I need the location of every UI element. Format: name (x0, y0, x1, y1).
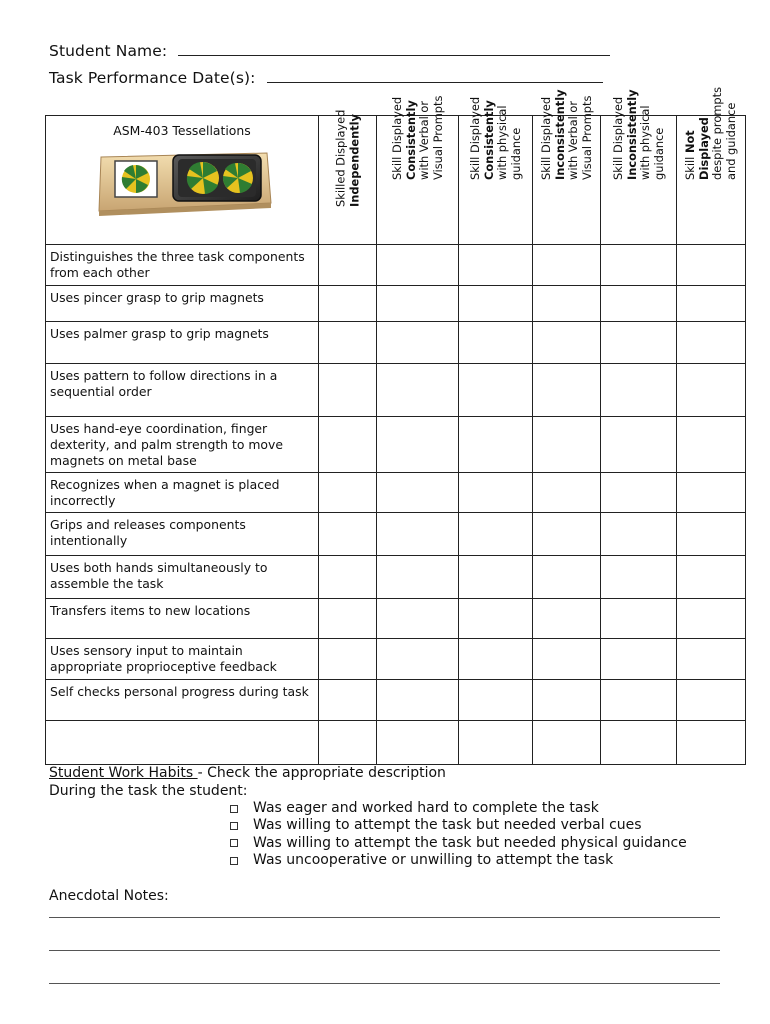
rating-cell[interactable] (459, 286, 533, 322)
col-consistently-verbal-line3: with Verbal or (416, 100, 431, 180)
rating-cell[interactable] (533, 513, 601, 556)
col-inconsistently-verbal-line4: Visual Prompts (579, 95, 593, 180)
checkbox[interactable] (230, 822, 238, 830)
col-inconsistently-physical (601, 89, 677, 245)
rating-cell[interactable] (601, 680, 677, 721)
rating-cell[interactable] (533, 322, 601, 364)
task-description: Distinguishes the three task components from each other (46, 245, 319, 286)
header-row (46, 116, 746, 245)
table-row (46, 286, 746, 322)
habit-option-label: Was willing to attempt the task but needed physical guidance (253, 834, 687, 851)
rating-cell[interactable] (459, 721, 533, 765)
work-habits-title: Student Work Habits (49, 765, 198, 781)
col-consistently-physical (459, 96, 533, 245)
rating-cell[interactable] (377, 680, 459, 721)
rating-cell[interactable] (319, 322, 377, 364)
rating-cell[interactable] (319, 417, 377, 473)
task-description: Uses hand-eye coordination, finger dexterity, and palm strength to move magnets on metal base (46, 417, 319, 473)
work-habits-instruction: - Check the appropriate description (197, 765, 446, 781)
rating-cell[interactable] (319, 556, 377, 599)
habit-option[interactable] (230, 800, 687, 817)
task-description: Recognizes when a magnet is placed incorrectly (46, 473, 319, 513)
rating-cell[interactable] (459, 639, 533, 680)
rating-cell[interactable] (601, 513, 677, 556)
rating-cell[interactable] (459, 513, 533, 556)
task-description: Self checks personal progress during task (46, 680, 319, 721)
rating-cell[interactable] (533, 245, 601, 286)
rating-cell[interactable] (533, 473, 601, 513)
rating-cell[interactable] (459, 599, 533, 639)
col-not-displayed (677, 86, 746, 245)
table-row (46, 599, 746, 639)
rating-cell[interactable] (677, 286, 746, 322)
col-inconsistently-physical-bold: Inconsistently (624, 89, 638, 180)
rating-cell[interactable] (377, 721, 459, 765)
rating-cell[interactable] (677, 556, 746, 599)
table-row (46, 513, 746, 556)
rating-cell[interactable] (677, 364, 746, 417)
student-name-field[interactable] (178, 54, 610, 56)
rating-cell[interactable] (377, 513, 459, 556)
anecdotal-notes-label: Anecdotal Notes: (49, 888, 169, 904)
task-description: Transfers items to new locations (46, 599, 319, 639)
col-not-displayed-not: Not (683, 130, 697, 154)
rating-cell[interactable] (601, 322, 677, 364)
col-inconsistently-physical-line3: with physical (637, 105, 652, 180)
task-description: Uses sensory input to maintain appropriate proprioceptive feedback (46, 639, 319, 680)
rating-cell[interactable] (677, 513, 746, 556)
col-consistently-verbal-bold: Consistently (403, 100, 417, 180)
rating-cell[interactable] (377, 599, 459, 639)
product-title: ASM-403 Tessellations (113, 123, 251, 138)
col-not-displayed-line3: despite prompts (710, 86, 724, 180)
rating-cell[interactable] (319, 721, 377, 765)
student-name-row (49, 42, 610, 60)
task-description: Uses pincer grasp to grip magnets (46, 286, 319, 322)
rating-cell[interactable] (319, 364, 377, 417)
table-row (46, 364, 746, 417)
rating-cell[interactable] (377, 286, 459, 322)
habit-option[interactable] (230, 835, 687, 852)
rating-cell[interactable] (377, 322, 459, 364)
rating-cell[interactable] (459, 245, 533, 286)
rating-cell[interactable] (677, 322, 746, 364)
task-description: Uses both hands simultaneously to assemble the task (46, 556, 319, 599)
rating-cell[interactable] (533, 639, 601, 680)
rating-cell[interactable] (601, 473, 677, 513)
col-inconsistently-verbal-line3: with Verbal or (565, 100, 580, 180)
rating-cell[interactable] (533, 599, 601, 639)
task-description: Uses pattern to follow directions in a sequential order (46, 364, 319, 417)
rating-cell[interactable] (319, 245, 377, 286)
table-row (46, 680, 746, 721)
col-not-displayed-bold: Displayed (696, 117, 711, 180)
notes-line[interactable] (49, 917, 720, 918)
rating-cell[interactable] (677, 417, 746, 473)
col-not-displayed-line1: Skill (683, 156, 697, 180)
rating-cell[interactable] (377, 417, 459, 473)
table-row (46, 322, 746, 364)
task-dates-label: Task Performance Date(s): (49, 69, 256, 87)
work-habits-intro: During the task the student: (49, 782, 248, 799)
task-dates-row (49, 69, 603, 87)
col-consistently-physical-line1: Skill Displayed (467, 96, 482, 180)
table-row (46, 639, 746, 680)
rating-cell[interactable] (377, 556, 459, 599)
student-name-label: Student Name: (49, 42, 168, 60)
col-consistently-verbal-line4: Visual Prompts (430, 95, 444, 180)
rating-cell[interactable] (677, 599, 746, 639)
task-description: Uses palmer grasp to grip magnets (46, 322, 319, 364)
col-not-displayed-line4: and guidance (723, 102, 738, 180)
col-inconsistently-verbal-bold: Inconsistently (552, 89, 566, 180)
rating-cell[interactable] (677, 473, 746, 513)
notes-line[interactable] (49, 983, 720, 984)
rating-cell[interactable] (377, 639, 459, 680)
assessment-table (45, 86, 746, 765)
rating-cell[interactable] (459, 680, 533, 721)
col-consistently-physical-line3: with physical (494, 105, 509, 180)
tessellation-tray-image (91, 149, 273, 217)
checkbox[interactable] (230, 839, 238, 847)
col-inconsistently-verbal-line1: Skill Displayed (538, 96, 553, 180)
rating-cell[interactable] (533, 680, 601, 721)
work-habits-options (230, 800, 687, 869)
rating-cell[interactable] (319, 639, 377, 680)
rating-cell[interactable] (533, 721, 601, 765)
rating-cell[interactable] (601, 556, 677, 599)
checkbox[interactable] (230, 857, 238, 865)
col-independently (319, 109, 377, 245)
rating-cell[interactable] (459, 556, 533, 599)
task-description (46, 721, 319, 765)
rating-cell[interactable] (533, 364, 601, 417)
col-inconsistently-physical-line1: Skill Displayed (610, 96, 625, 180)
rating-cell[interactable] (601, 245, 677, 286)
product-cell (46, 116, 319, 245)
col-inconsistently-verbal (533, 89, 601, 245)
rating-cell[interactable] (319, 599, 377, 639)
notes-line[interactable] (49, 950, 720, 951)
rating-cell[interactable] (459, 473, 533, 513)
rating-cell[interactable] (677, 245, 746, 286)
col-consistently-verbal (377, 95, 459, 245)
habit-option-label: Was eager and worked hard to complete the task (253, 800, 599, 816)
rating-cell[interactable] (677, 721, 746, 765)
rating-cell[interactable] (677, 680, 746, 721)
rating-cell[interactable] (533, 417, 601, 473)
rating-cell[interactable] (601, 721, 677, 765)
rating-cell[interactable] (377, 245, 459, 286)
rating-cell[interactable] (377, 364, 459, 417)
rating-cell[interactable] (601, 599, 677, 639)
rating-cell[interactable] (601, 639, 677, 680)
task-dates-field[interactable] (267, 81, 603, 83)
table-row (46, 245, 746, 286)
rating-cell[interactable] (459, 364, 533, 417)
rating-cell[interactable] (677, 639, 746, 680)
rating-cell[interactable] (459, 322, 533, 364)
rating-cell[interactable] (601, 364, 677, 417)
task-description: Grips and releases components intentionally (46, 513, 319, 556)
rating-cell[interactable] (377, 473, 459, 513)
col-independently-bold: Independently (346, 114, 361, 207)
rating-cell[interactable] (319, 513, 377, 556)
habit-option-label: Was willing to attempt the task but needed verbal cues (253, 817, 642, 834)
rating-cell[interactable] (601, 417, 677, 473)
work-habits-section (49, 765, 446, 800)
table-row (46, 721, 746, 765)
rating-cell[interactable] (319, 473, 377, 513)
rating-cell[interactable] (319, 286, 377, 322)
col-consistently-physical-bold: Consistently (481, 100, 495, 180)
table-row (46, 556, 746, 599)
col-consistently-verbal-line1: Skill Displayed (389, 96, 404, 180)
rating-cell[interactable] (601, 286, 677, 322)
rating-cell[interactable] (459, 417, 533, 473)
habit-option[interactable] (230, 817, 687, 834)
rating-cell[interactable] (319, 680, 377, 721)
checkbox[interactable] (230, 805, 238, 813)
rating-cell[interactable] (533, 286, 601, 322)
col-inconsistently-physical-line4: guidance (651, 127, 665, 180)
habit-option[interactable] (230, 852, 687, 869)
col-independently-line1: Skilled Displayed (333, 109, 347, 207)
table-row (46, 473, 746, 513)
habit-option-label: Was uncooperative or unwilling to attempt the task (253, 851, 614, 868)
col-consistently-physical-line4: guidance (508, 127, 522, 180)
table-row (46, 417, 746, 473)
rating-cell[interactable] (533, 556, 601, 599)
